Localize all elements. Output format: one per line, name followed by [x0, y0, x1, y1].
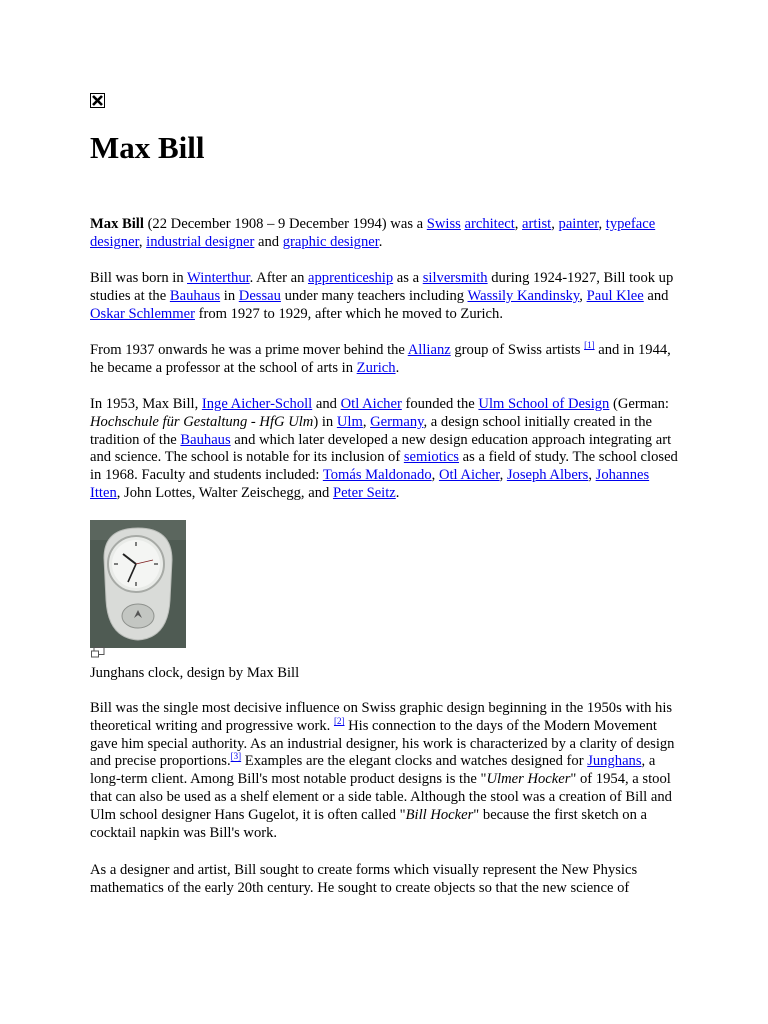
junghans-clock-image[interactable] [90, 520, 186, 648]
link-zurich[interactable]: Zurich [356, 359, 396, 376]
link-swiss[interactable]: Swiss [426, 216, 461, 232]
designer-artist-paragraph: As a designer and artist, Bill sought to create forms which visually represent the New Physics mathematics of the early 20th century. He sought to create objects so that the new science of [90, 862, 638, 896]
page-title: Max Bill [90, 130, 205, 165]
link-junghans[interactable]: Junghans [587, 753, 642, 770]
clock-illustration [90, 520, 186, 648]
reference-2[interactable]: [2] [333, 715, 345, 726]
link-semiotics[interactable]: semiotics [403, 449, 459, 466]
link-inge-aicher-scholl[interactable]: Inge Aicher-Scholl [201, 396, 313, 412]
link-kandinsky[interactable]: Wassily Kandinsky [467, 287, 580, 304]
link-winterthur[interactable]: Winterthur [187, 270, 250, 286]
link-otl-aicher-2[interactable]: Otl Aicher [438, 467, 500, 484]
link-tomas-maldonado[interactable]: Tomás Maldonado [322, 467, 432, 484]
image-caption: Junghans clock, design by Max Bill [90, 665, 300, 681]
enlarge-icon[interactable] [91, 647, 105, 658]
early-life-paragraph: Bill was born in Winterthur. After an apprenticeship as a silversmith during 1924-1927, Bill took up studies at the Bauhaus in Dessau under many teachers including Wassily Kandinsky, Paul Klee and Oskar Schlemmer from 1927 to 1929, after which he moved to Zurich. [90, 270, 674, 322]
link-germany[interactable]: Germany [370, 413, 424, 430]
link-otl-aicher[interactable]: Otl Aicher [340, 396, 402, 412]
allianz-paragraph: From 1937 onwards he was a prime mover behind the Allianz group of Swiss artists [1] and in 1944, he became a professor at the school of arts in Zurich. [90, 340, 671, 376]
link-paul-klee[interactable]: Paul Klee [586, 287, 644, 304]
link-schlemmer[interactable]: Oskar Schlemmer [90, 305, 195, 322]
link-dessau[interactable]: Dessau [238, 287, 281, 304]
intro-paragraph: Max Bill (22 December 1908 – 9 December 1994) was a Swiss architect, artist, painter, typeface designer, industrial designer and graphic designer. [90, 216, 656, 250]
link-joseph-albers[interactable]: Joseph Albers [506, 467, 589, 484]
link-artist[interactable]: artist [522, 216, 552, 232]
subject-name: Max Bill [90, 216, 144, 232]
link-bauhaus-2[interactable]: Bauhaus [180, 431, 231, 448]
link-architect[interactable]: architect [464, 216, 515, 232]
link-typeface-designer[interactable]: typeface designer [90, 216, 656, 250]
link-ulm-school-of-design[interactable]: Ulm School of Design [478, 396, 610, 412]
link-ulm[interactable]: Ulm [336, 413, 363, 430]
link-bauhaus[interactable]: Bauhaus [169, 287, 221, 304]
link-apprenticeship[interactable]: apprenticeship [308, 270, 394, 286]
reference-1[interactable]: [1] [584, 340, 595, 351]
link-johannes-itten[interactable]: Johannes Itten [90, 467, 650, 501]
link-graphic-designer[interactable]: graphic designer [282, 233, 379, 250]
link-industrial-designer[interactable]: industrial designer [146, 233, 255, 250]
influence-paragraph: Bill was the single most decisive influence on Swiss graphic design beginning in the 1950s with his theoretical writing and progressive work. [2] His connection to the days of the Modern Movement gave him special authority. As an industrial designer, his work is characterized by a clarity of design and precise proportions.[3] Examples are the elegant clocks and watches designed for Junghans, a long-term client. Among Bill's most notable product designs is the "Ulmer Hocker" of 1954, a stool that can also be used as a shelf element or a side table. Although the stool was a creation of Bill and Ulm school designer Hans Gugelot, it is often called "Bill Hocker" because the first sketch on a cocktail napkin was Bill's work. [90, 700, 675, 841]
link-allianz[interactable]: Allianz [407, 342, 451, 358]
reference-3[interactable]: [3] [230, 751, 242, 762]
link-peter-seitz[interactable]: Peter Seitz [332, 484, 396, 501]
ulm-school-paragraph: In 1953, Max Bill, Inge Aicher-Scholl and Otl Aicher founded the Ulm School of Design (German: Hochschule für Gestaltung - HfG Ulm) in Ulm, Germany, a design school initially created in the tradition of the Bauhaus and which later developed a new design education approach integrating art and science. The school is notable for its inclusion of semiotics as a field of study. The school closed in 1968. Faculty and students included: Tomás Maldonado, Otl Aicher, Joseph Albers, Johannes Itten, John Lottes, Walter Zeischegg, and Peter Seitz. [90, 396, 678, 501]
broken-image-icon [90, 93, 105, 108]
link-painter[interactable]: painter [558, 216, 599, 232]
link-silversmith[interactable]: silversmith [422, 270, 488, 286]
